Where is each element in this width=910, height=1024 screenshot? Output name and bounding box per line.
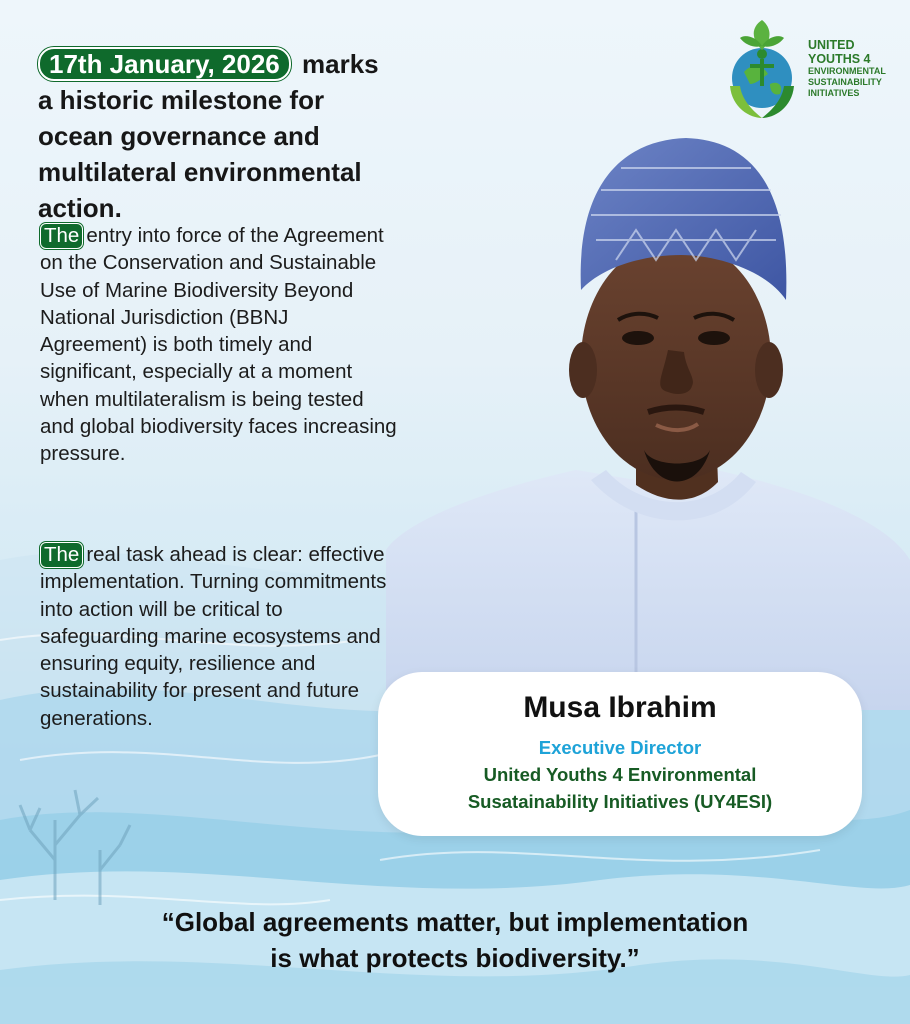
headline xyxy=(38,46,398,226)
paragraph-bbnj xyxy=(40,222,400,468)
quote-line-1: “Global agreements matter, but implementation xyxy=(161,907,749,937)
paragraph-text: entry into force of the Agreement on the Conservation and Sustainable Use of Marine Biodiversity Beyond National Jurisdiction (BBNJ Agreement) is both timely and significant, especially at a moment when multilateralism is being tested and global biodiversity faces increasing pressure. xyxy=(40,224,397,466)
portrait-photo xyxy=(386,120,910,710)
organization-line-1: United Youths 4 Environmental xyxy=(483,764,757,785)
headline-text: marks a historic milestone for ocean governance and multilateral environmental action. xyxy=(38,49,379,223)
quote-line-2: is what protects biodiversity.” xyxy=(270,943,640,973)
date-badge: 17th January, 2026 xyxy=(38,47,291,81)
quote xyxy=(80,904,830,976)
profile-card xyxy=(378,672,862,836)
person-role: Executive Director xyxy=(538,737,702,758)
organization-line-2: Susatainability Initiatives (UY4ESI) xyxy=(467,791,773,812)
logo-wordmark: UNITED YOUTHS 4 ENVIRONMENTAL SUSTAINABILITY INITIATIVES xyxy=(808,38,886,98)
person-name: Musa Ibrahim xyxy=(523,691,717,724)
paragraph-implementation xyxy=(40,541,400,732)
paragraph-lead: The xyxy=(40,542,83,568)
paragraph-text: real task ahead is clear: effective implementation. Turning commitments into action will be critical to safeguarding marine ecosystems and ensuring equity, resilience and sustainability for present and future generations. xyxy=(40,543,387,730)
paragraph-lead: The xyxy=(40,223,83,249)
